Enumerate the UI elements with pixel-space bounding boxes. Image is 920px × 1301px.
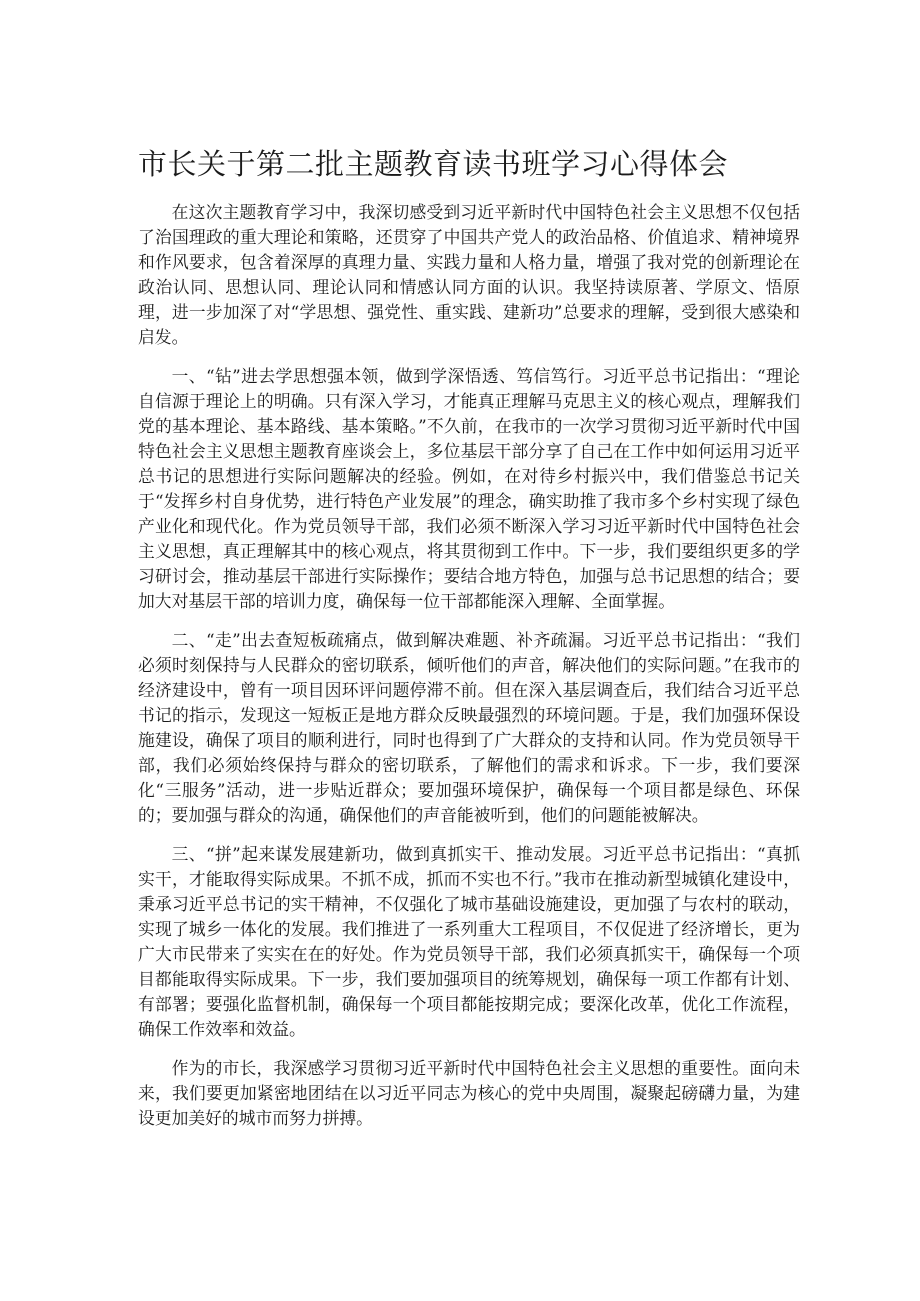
intro-paragraph: 在这次主题教育学习中，我深切感受到习近平新时代中国特色社会主义思想不仅包括了治国理政的重大理论和策略，还贯穿了中国共产党人的政治品格、价值追求、精神境界和作风要求，包含着深厚的真理力量、实践力量和人格力量，增强了我对党的创新理论在政治认同、思想认同、理论认同和情感认同方面的认识。我坚持读原著、学原文、悟原理，进一步加深了对“学思想、强党性、重实践、建新功”总要求的理解，受到很大感染和启发。	[138, 202, 800, 347]
document-title: 市长关于第二批主题教育读书班学习心得体会	[138, 147, 729, 181]
section-one-paragraph: 一、“钻”进去学思想强本领，做到学深悟透、笃信笃行。习近平总书记指出：“理论自信源于理论上的明确。只有深入学习，才能真正理解马克思主义的核心观点，理解我们党的基本理论、基本路线、基本策略。”不久前，在我市的一次学习贯彻习近平新时代中国特色社会主义思想主题教育座谈会上，多位基层干部分享了自己在工作中如何运用习近平总书记的思想进行实际问题解决的经验。例如，在对待乡村振兴中，我们借鉴总书记关于“发挥乡村自身优势，进行特色产业发展”的理念，确实助推了我市多个乡村实现了绿色产业化和现代化。作为党员领导干部，我们必须不断深入学习习近平新时代中国特色社会主义思想，真正理解其中的核心观点，将其贯彻到工作中。下一步，我们要组织更多的学习研讨会，推动基层干部进行实际操作；要结合地方特色，加强与总书记思想的结合；要加大对基层干部的培训力度，确保每一位干部都能深入理解、全面掌握。	[138, 366, 800, 611]
section-two-paragraph: 二、“走”出去查短板疏痛点，做到解决难题、补齐疏漏。习近平总书记指出：“我们必须时刻保持与人民群众的密切联系，倾听他们的声音，解决他们的实际问题。”在我市的经济建设中，曾有一项目因环评问题停滞不前。但在深入基层调查后，我们结合习近平总书记的指示，发现这一短板正是地方群众反映最强烈的环境问题。于是，我们加强环保设施建设，确保了项目的顺利进行，同时也得到了广大群众的支持和认同。作为党员领导干部，我们必须始终保持与群众的密切联系，了解他们的需求和诉求。下一步，我们要深化“三服务”活动，进一步贴近群众；要加强环境保护，确保每一个项目都是绿色、环保的；要加强与群众的沟通，确保他们的声音能被听到，他们的问题能被解决。	[138, 630, 800, 825]
document-body	[138, 200, 800, 1145]
section-three-paragraph: 三、“拼”起来谋发展建新功，做到真抓实干、推动发展。习近平总书记指出：“真抓实干，才能取得实际成果。不抓不成，抓而不实也不行。”我市在推动新型城镇化建设中，秉承习近平总书记的实干精神，不仅强化了城市基础设施建设，更加强了与农村的联动，实现了城乡一体化的发展。我们推进了一系列重大工程项目，不仅促进了经济增长，更为广大市民带来了实实在在的好处。作为党员领导干部，我们必须真抓实干，确保每一个项目都能取得实际成果。下一步，我们要加强项目的统筹规划，确保每一项工作都有计划、有部署；要强化监督机制，确保每一个项目都能按期完成；要深化改革，优化工作流程，确保工作效率和效益。	[138, 844, 800, 1039]
conclusion-paragraph: 作为的市长，我深感学习贯彻习近平新时代中国特色社会主义思想的重要性。面向未来，我们要更加紧密地团结在以习近平同志为核心的党中央周围，凝聚起磅礴力量，为建设更加美好的城市而努力拼搏。	[138, 1058, 800, 1128]
